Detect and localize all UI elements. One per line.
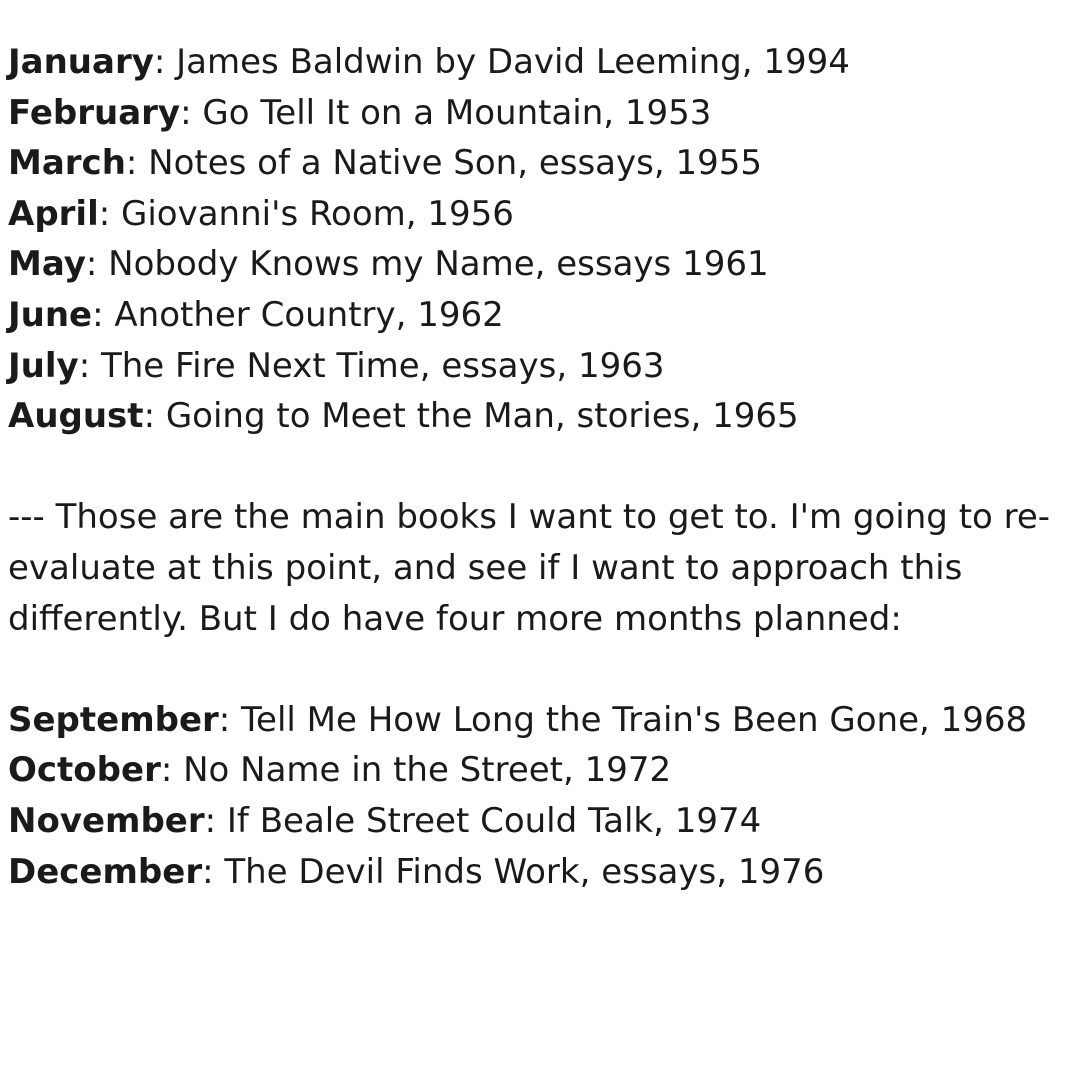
book-entry: : If Beale Street Could Talk, 1974 [204,800,762,841]
book-entry: : Nobody Knows my Name, essays 1961 [85,244,769,285]
book-entry: : The Fire Next Time, essays, 1963 [78,345,665,386]
month-label: August [8,396,144,437]
month-label: September [8,699,219,740]
month-label: December [8,851,203,892]
month-label: May [8,244,86,285]
plan-entry-march [8,138,1074,189]
plan-entry-june [8,290,1074,341]
book-entry: : No Name in the Street, 1972 [160,750,672,791]
book-entry: : James Baldwin by David Leeming, 1994 [153,42,850,82]
plan-entry-august [8,391,1074,442]
plan-entry-october [8,745,1074,796]
plan-entry-september [8,695,1028,746]
plan-entry-february [8,88,1074,139]
month-label: June [8,294,93,335]
plan-entry-may [8,239,1074,290]
month-label: January [8,42,154,82]
plan-entry-december [8,847,1074,898]
plan-entry-january [8,37,1074,88]
month-label: April [8,193,99,234]
plan-entry-april [8,189,1074,240]
month-label: March [8,143,126,184]
month-label: November [8,800,205,841]
book-entry: : Notes of a Native Son, essays, 1955 [125,143,762,184]
month-label: July [8,345,79,386]
book-entry: : Giovanni's Room, 1956 [98,193,514,234]
book-entry: : The Devil Finds Work, essays, 1976 [202,851,825,892]
book-entry: : Tell Me How Long the Train's Been Gone, 1968 [218,699,1028,740]
note-paragraph: --- Those are the main books I want to get to. I'm going to re-evaluate at this point, and see if I want to approach this differently. But I do have four more months planned: [8,497,1051,639]
book-entry: : Another Country, 1962 [92,294,504,335]
reading-plan-document [8,37,1074,897]
month-label: October [8,750,161,791]
book-entry: : Going to Meet the Man, stories, 1965 [143,396,799,437]
book-entry: : Go Tell It on a Mountain, 1953 [180,92,712,133]
plan-entry-november [8,796,1074,847]
plan-entry-july [8,341,1074,392]
month-label: February [8,92,181,133]
